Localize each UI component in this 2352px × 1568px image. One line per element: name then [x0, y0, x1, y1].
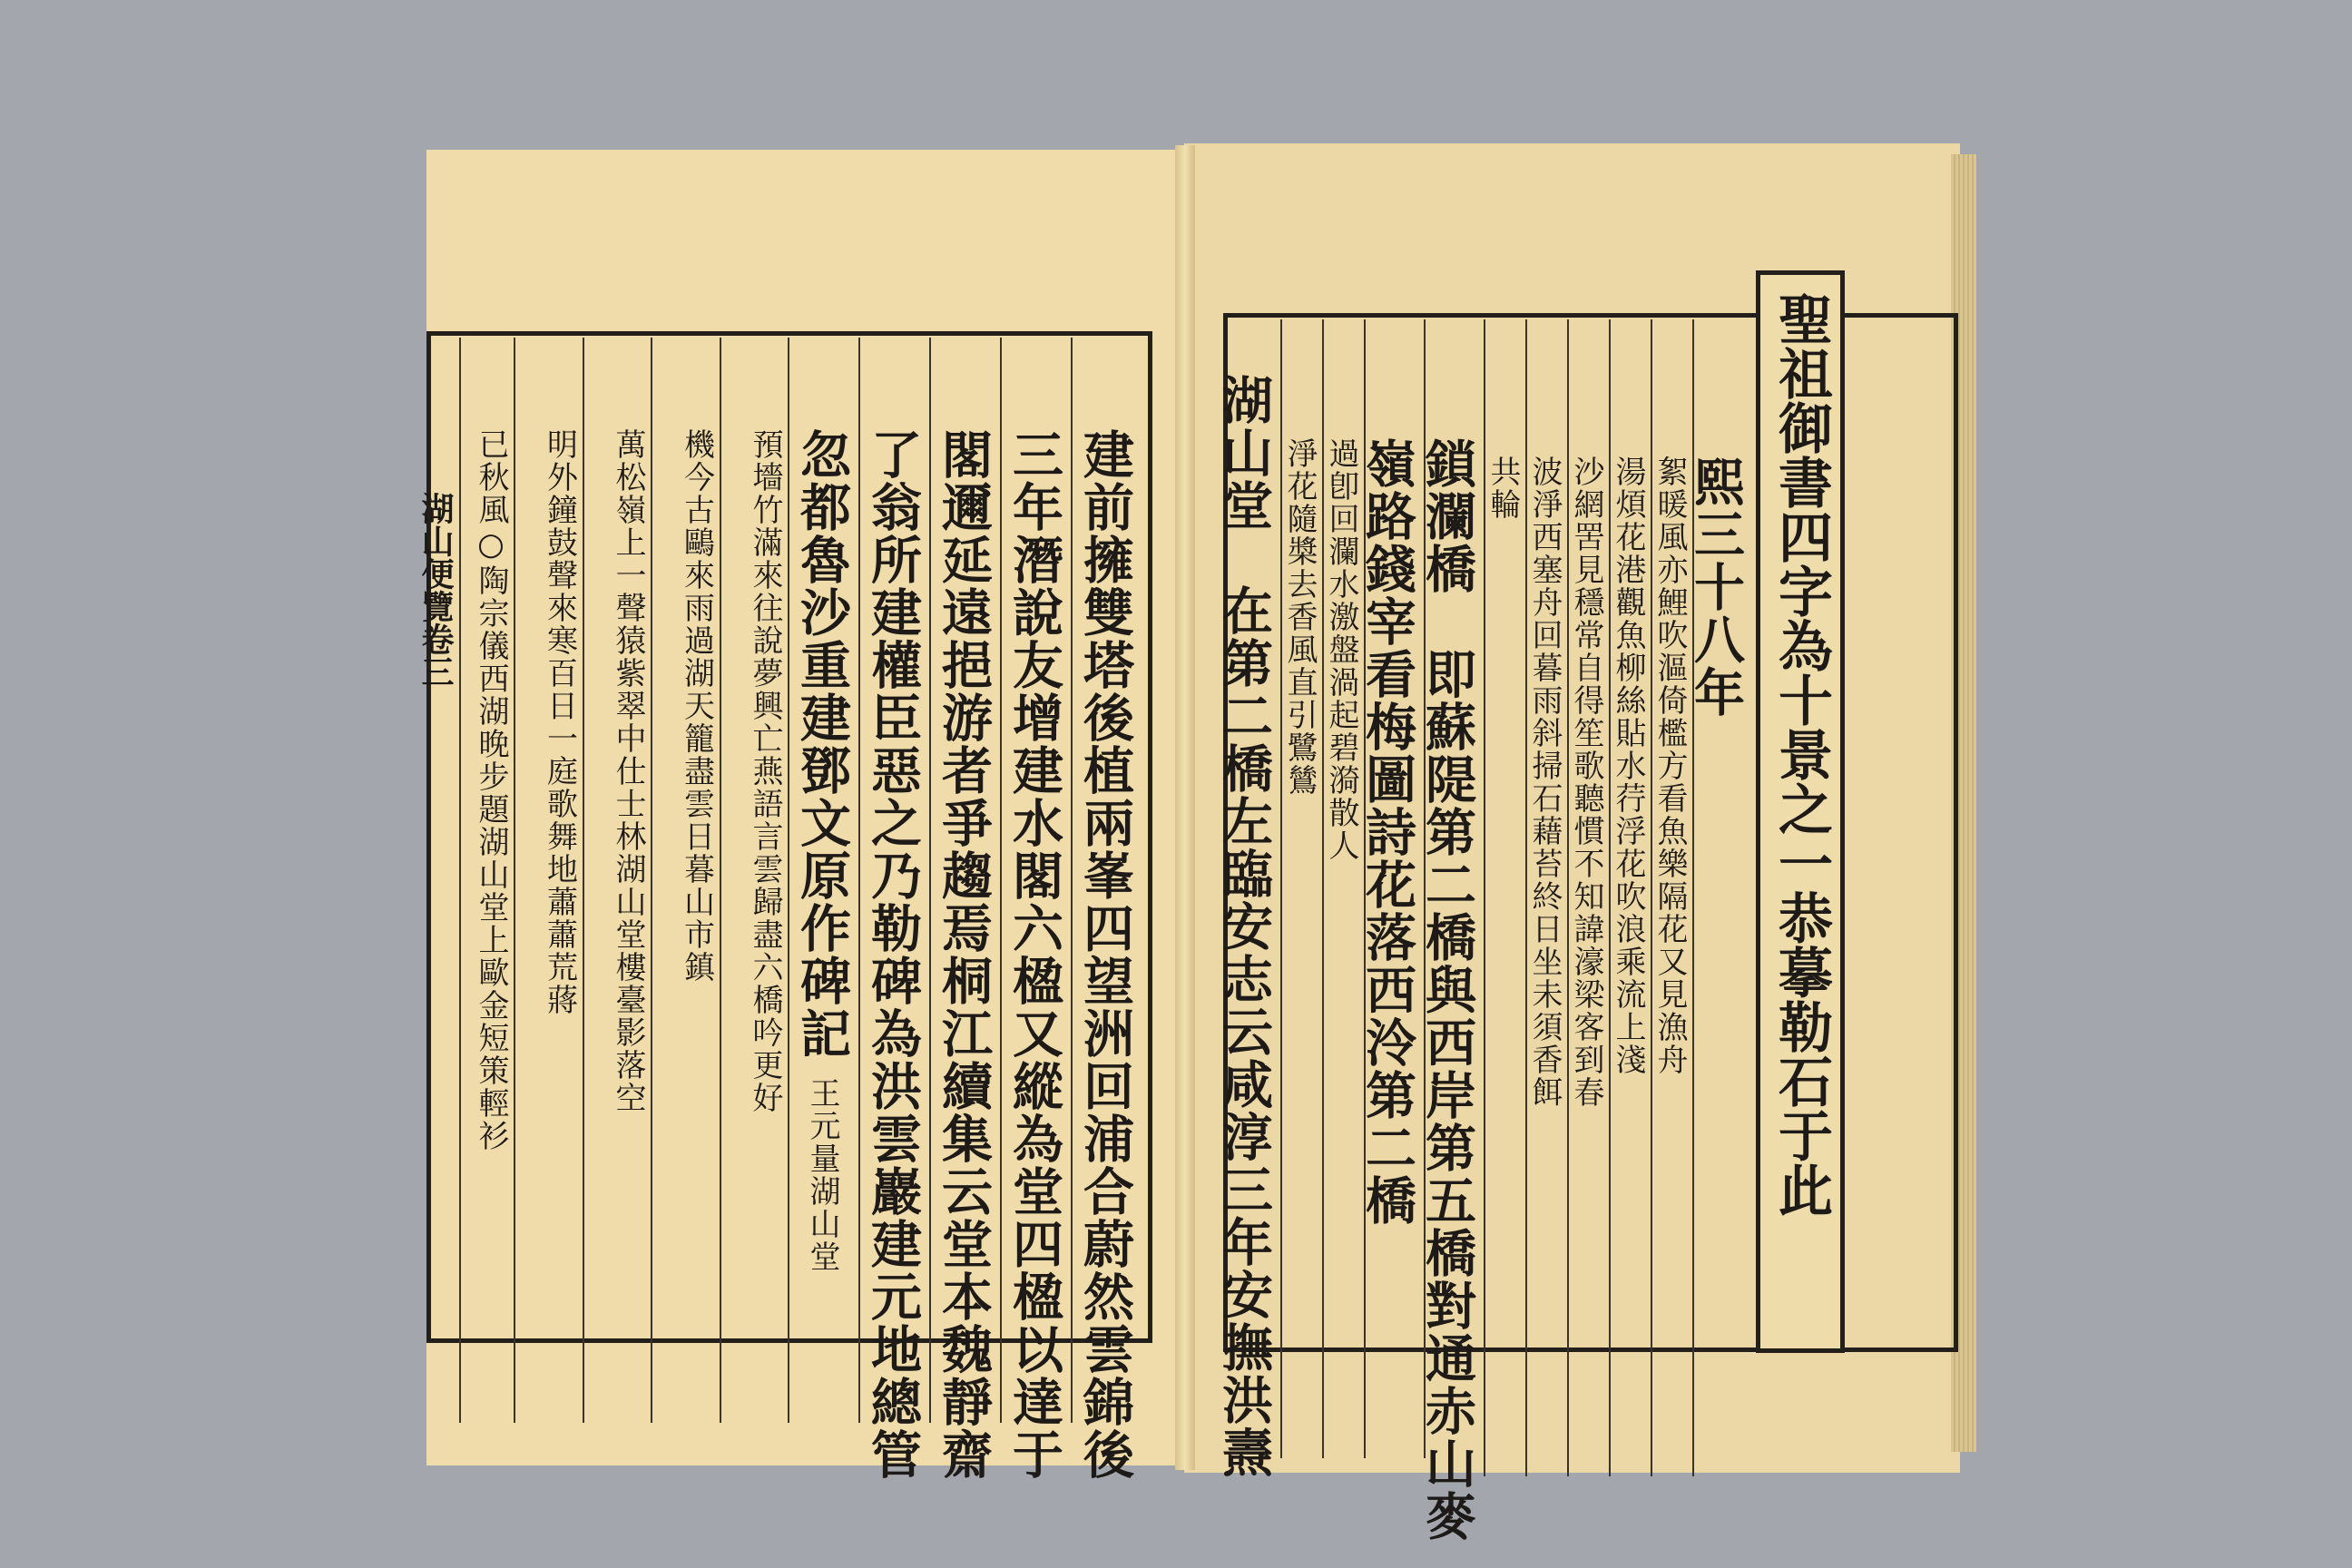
- text-note: 王元量湖山堂: [804, 1077, 840, 1273]
- text-column: 明外鐘鼓聲來寒百日一庭歌舞地蕭蕭荒蔣: [514, 338, 583, 1423]
- text-column: 絮暖風亦鯉吹漚倚檻方看魚樂隔花又見漁舟: [1651, 319, 1692, 1476]
- text-column: 鎖瀾橋 即蘇隄第二橋與西岸第五橋對通赤山麥: [1424, 319, 1484, 1458]
- right-page-columns: [1214, 319, 1752, 1543]
- text-column: 過卽回瀾水激盤渦起碧漪散人: [1322, 319, 1364, 1458]
- text-column: 萬松嶺上一聲猿紫翠中仕士林湖山堂樓臺影落空: [583, 338, 652, 1423]
- text-column: 淨花隨槳去香風直引鷺鷥: [1280, 319, 1322, 1458]
- text-column: 已秋風○陶宗儀西湖晚步題湖山堂上歐金短策輕衫: [459, 338, 514, 1423]
- text-column: 湯煩花港觀魚柳絲貼水荇浮花吹浪乘流上淺: [1609, 319, 1651, 1476]
- text-column: 嶺路錢宰看梅圖詩花落西泠第二橋: [1364, 319, 1424, 1458]
- banxin-label: 湖山便覽卷三: [416, 492, 455, 688]
- left-page-columns: [416, 338, 1142, 1481]
- text-main: 忽都魯沙重建鄧文原作碑記: [792, 428, 852, 1060]
- text-column: 機今古鷗來雨過湖天籠盡雲日暮山市鎮: [651, 338, 720, 1423]
- text-column: 沙網罟見穩常自得笙歌聽慣不知諱濠梁客到春: [1567, 319, 1609, 1476]
- text-column: 三年潛說友增建水閣六楹又縱為堂四楹以達于: [1000, 338, 1071, 1423]
- text-column: 預墻竹滿來往說夢興亡燕語言雲歸盡六橋吟更好: [720, 338, 789, 1423]
- text-column: 波淨西塞舟回暮雨斜掃石藉苔終日坐未須香餌: [1525, 319, 1567, 1476]
- text-column: 湖山堂 在第二橋左臨安志云咸淳三年安撫洪燾: [1214, 374, 1274, 1479]
- text-column: 建前擁雙塔後植兩峯四望洲回浦合蔚然雲錦後: [1071, 338, 1142, 1423]
- text-column: 了翁所建權臣惡之乃勒碑為洪雲巖建元地總管: [858, 338, 929, 1423]
- text-column: [788, 338, 858, 1423]
- book-gutter: [1175, 145, 1195, 1470]
- text-column: 熙三十八年: [1692, 319, 1752, 1476]
- text-column: 共輪: [1484, 319, 1525, 1476]
- text-column: 閣邇延遠挹游者爭趨焉桐江續集云堂本魏靜齋: [929, 338, 1000, 1423]
- page-heading-box: 聖祖御書四字為十景之一恭摹勒石于此: [1756, 270, 1845, 1353]
